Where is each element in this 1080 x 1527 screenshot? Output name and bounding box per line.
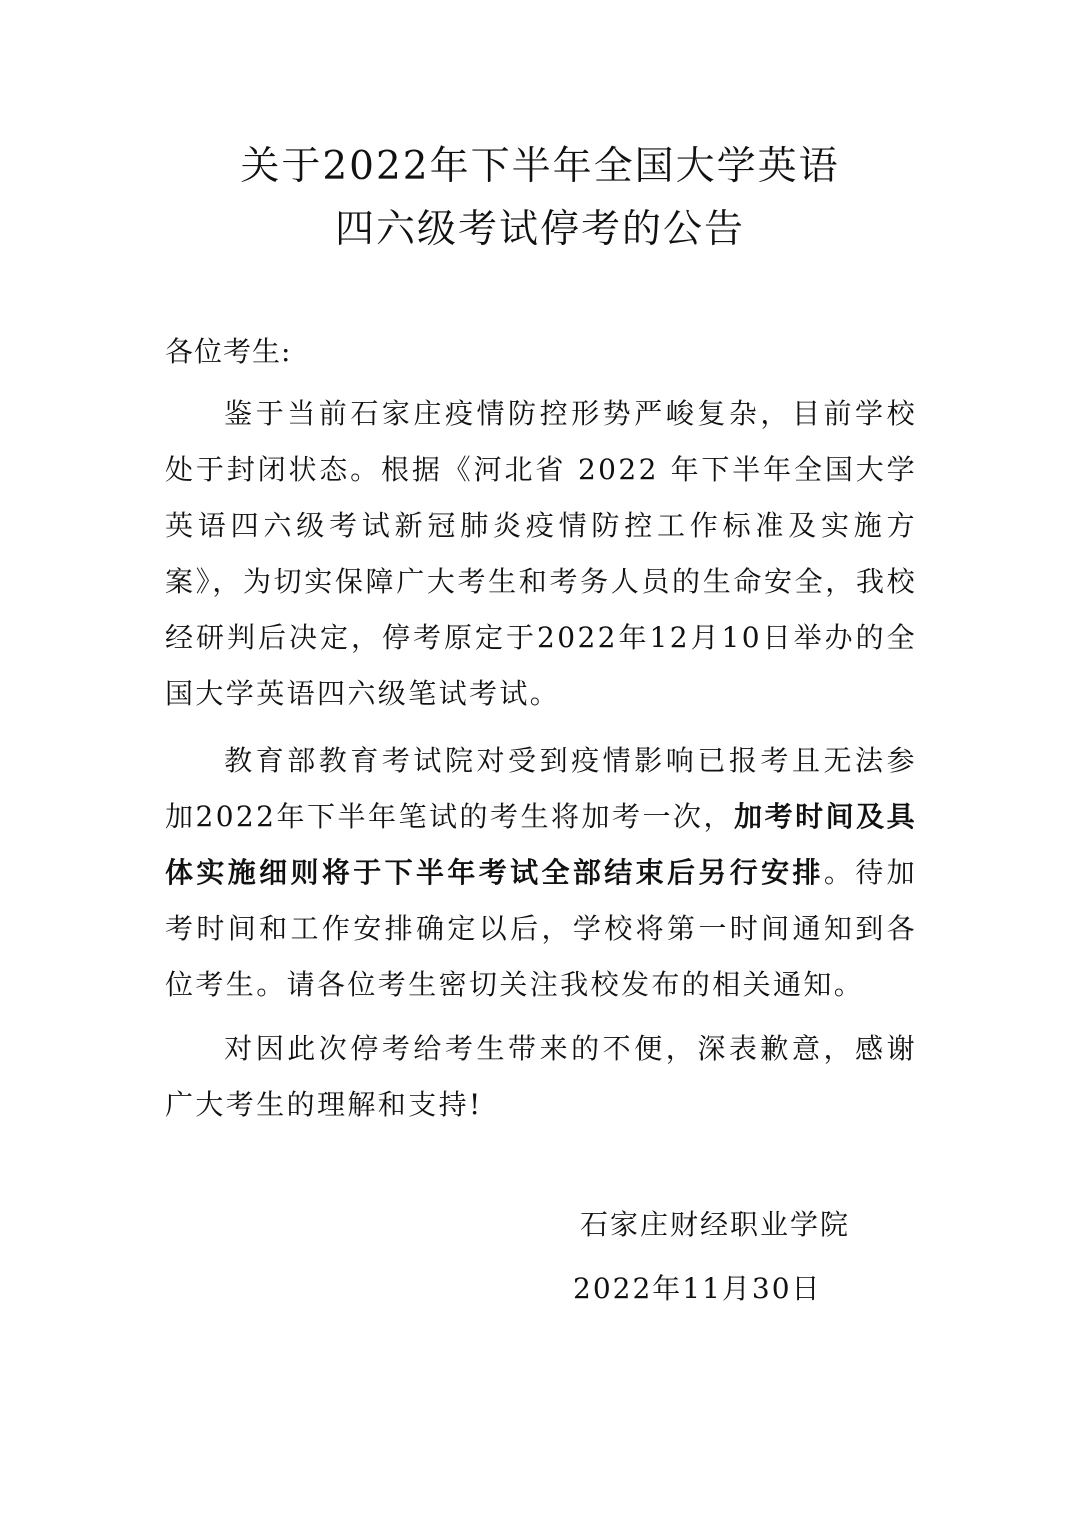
paragraph-2 bbox=[165, 733, 917, 1013]
notice-title-line2: 四六级考试停考的公告 bbox=[334, 207, 745, 252]
paragraph-1-text: 鉴于当前石家庄疫情防控形势严峻复杂，目前学校处于封闭状态。根据《河北省 2022 年下半年全国大学英语四六级考试新冠肺炎疫情防控工作标准及实施方案》，为切实保障广大考生和考务人员的生命安全，我校经研判后决定，停考原定于2022年12月10日举办的全国大学英语四六级笔试考试。 bbox=[165, 397, 917, 710]
paragraph-2-text-start: 教育部教育考试院对受到疫情影响已报考且无法参加2022年下半年笔试的考生将加考一次， bbox=[165, 744, 917, 833]
paragraph-3 bbox=[165, 1021, 917, 1133]
paragraph-2-text-end: 。待加考时间和工作安排确定以后，学校将第一时间通知到各位考生。请各位考生密切关注我校发布的相关通知。 bbox=[165, 856, 918, 1001]
signature-organization: 石家庄财经职业学院 bbox=[580, 1208, 851, 1241]
paragraph-3-text: 对因此次停考给考生带来的不便，深表歉意，感谢广大考生的理解和支持! bbox=[165, 1032, 917, 1121]
salutation: 各位考生: bbox=[165, 335, 292, 368]
notice-title-line1: 关于2022年下半年全国大学英语 bbox=[240, 144, 840, 189]
paragraph-2-emphasis: 加考时间及具体实施细则将于下半年考试全部结束后另行安排 bbox=[165, 800, 917, 889]
paragraph-1 bbox=[165, 386, 917, 722]
signature-date: 2022年11月30日 bbox=[573, 1272, 822, 1305]
